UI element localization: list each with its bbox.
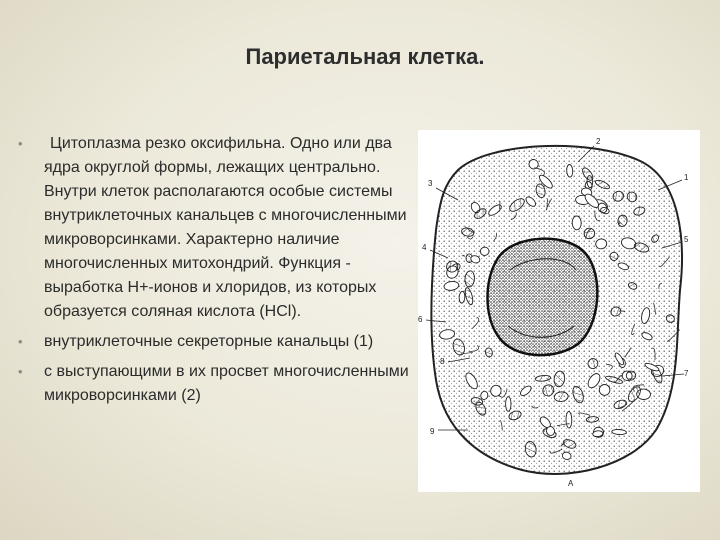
bullet-text: Цитоплазма резко оксифильна. Одно или два ядра округлой формы, лежащих центрально. Внутри клеток располагаются особые системы внутриклеточных канальцев с многочисленными микроворсинками. Характерно наличие многочисленных митохондрий. Функция - выработка Н+-ионов и хлоридов, из которых образуется соляная кислота (HCl). <box>44 135 407 320</box>
label-a: А <box>568 479 574 488</box>
bullet-text: с выступающими в их просвет многочисленными микроворсинками (2) <box>44 363 409 404</box>
mitochondrion <box>572 216 581 230</box>
mitochondrion <box>592 430 603 437</box>
mitochondrion <box>566 412 572 428</box>
label-7: 7 <box>684 369 689 378</box>
parietal-cell-illustration <box>418 130 700 492</box>
bullet-item <box>18 132 418 324</box>
mitochondrion <box>612 429 627 435</box>
bullet-icon: • <box>18 334 23 349</box>
label-9: 9 <box>430 427 435 436</box>
label-8: 8 <box>440 357 445 366</box>
label-1: 1 <box>684 173 689 182</box>
label-6: 6 <box>418 315 423 324</box>
bullet-text: внутриклеточные секреторные канальцы (1) <box>44 333 374 350</box>
label-2: 2 <box>596 137 601 146</box>
mitochondrion <box>459 291 465 303</box>
bullet-item <box>18 330 418 354</box>
label-5: 5 <box>684 235 689 244</box>
label-3: 3 <box>428 179 433 188</box>
mitochondrion <box>566 164 573 177</box>
bullet-icon: • <box>18 364 23 379</box>
mitochondrion <box>599 384 610 395</box>
mitochondrion <box>506 397 511 412</box>
label-4: 4 <box>422 243 427 252</box>
bullet-list <box>18 132 418 414</box>
slide-title: Париетальная клетка. <box>245 44 485 69</box>
bullet-item <box>18 360 418 408</box>
bullet-icon: • <box>18 136 23 151</box>
